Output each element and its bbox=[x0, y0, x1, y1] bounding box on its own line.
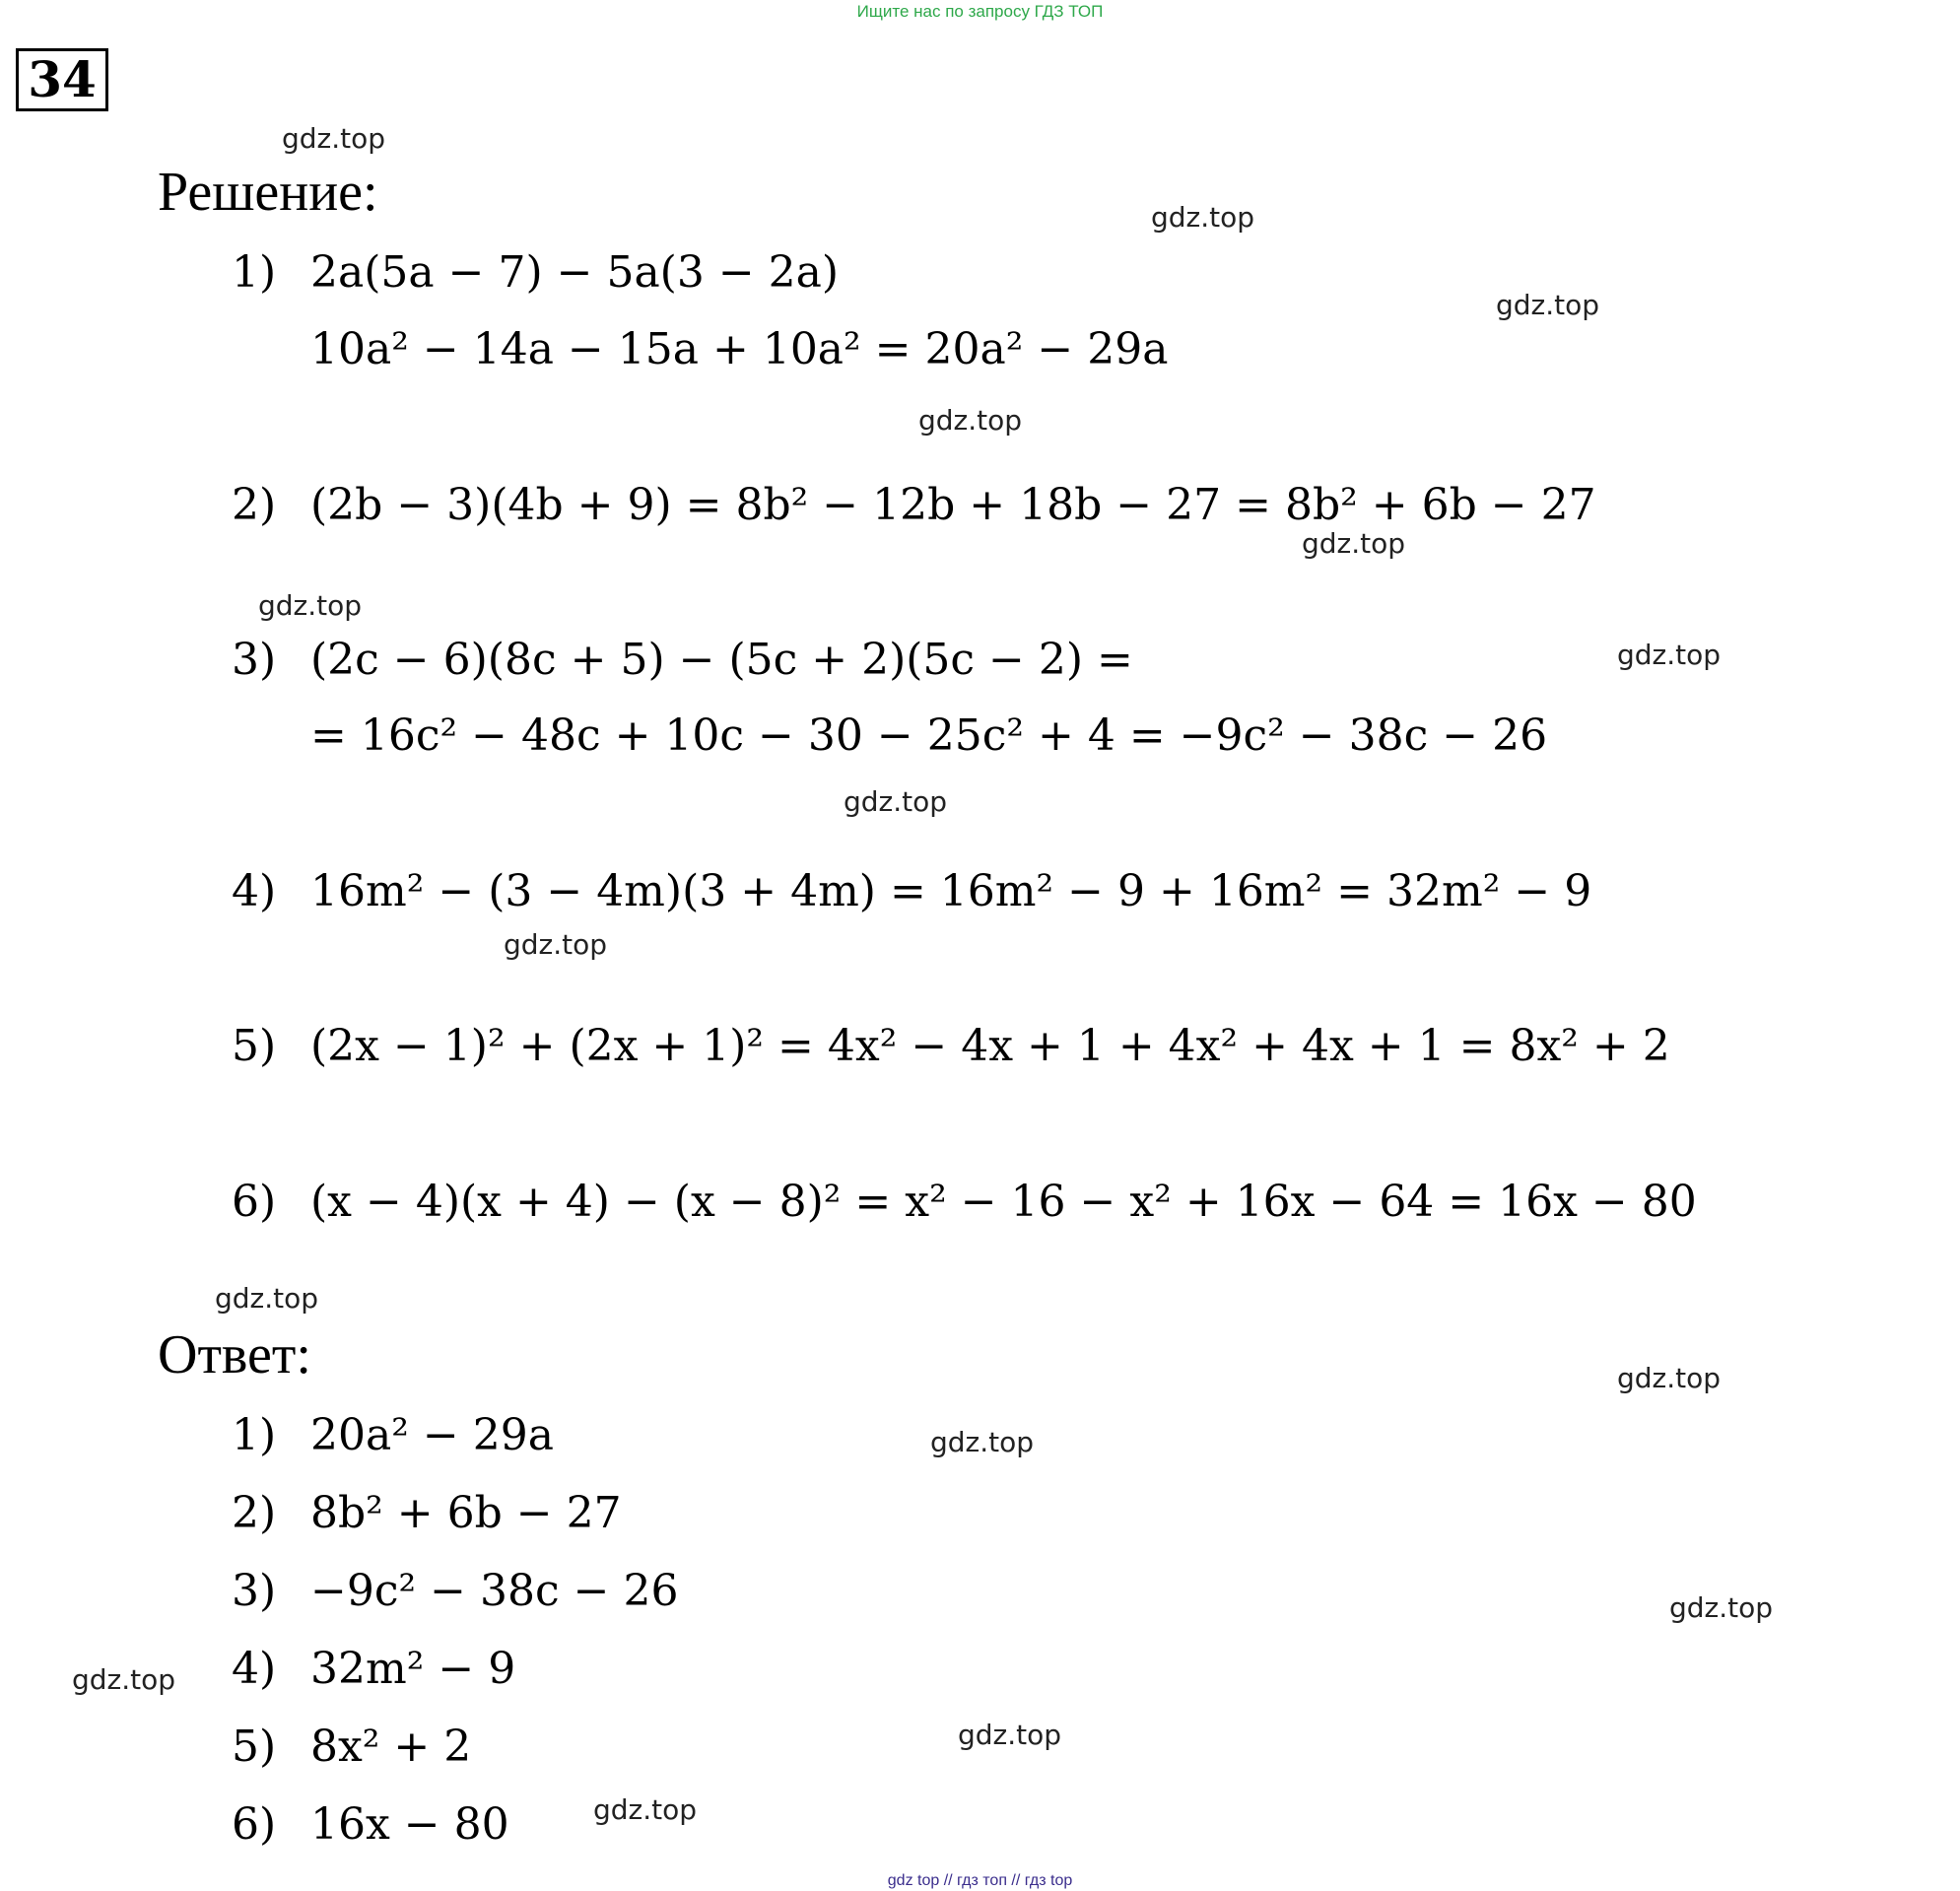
watermark: gdz.top bbox=[1617, 639, 1722, 671]
watermark: gdz.top bbox=[844, 785, 948, 818]
watermark: gdz.top bbox=[504, 928, 608, 961]
step-number: 3) bbox=[232, 635, 277, 685]
solution-step-1-line-2: 10a² − 14a − 15a + 10a² = 20a² − 29a bbox=[310, 324, 1169, 374]
answer-number: 6) bbox=[232, 1799, 277, 1850]
answer-expression: 20a² − 29a bbox=[310, 1410, 554, 1460]
answer-expression: −9c² − 38c − 26 bbox=[310, 1566, 679, 1616]
solution-step-5 bbox=[232, 1020, 1670, 1073]
answer-item-4 bbox=[232, 1643, 515, 1696]
step-expression: 2a(5a − 7) − 5a(3 − 2a) bbox=[310, 247, 840, 298]
answer-expression: 8x² + 2 bbox=[310, 1722, 472, 1772]
answer-heading: Ответ: bbox=[158, 1324, 311, 1385]
footer-links: gdz top // гдз топ // гдз top bbox=[887, 1872, 1073, 1889]
step-number: 2) bbox=[232, 480, 277, 530]
watermark: gdz.top bbox=[215, 1282, 319, 1315]
answer-number: 5) bbox=[232, 1722, 277, 1772]
solution-step-1-line-1 bbox=[232, 246, 839, 300]
solution-step-2 bbox=[232, 479, 1596, 532]
answer-item-2 bbox=[232, 1487, 622, 1540]
watermark: gdz.top bbox=[1302, 527, 1406, 560]
step-expression: (2c − 6)(8c + 5) − (5c + 2)(5c − 2) = bbox=[310, 635, 1133, 685]
step-expression: (x − 4)(x + 4) − (x − 8)² = x² − 16 − x² + 16x − 64 = 16x − 80 bbox=[310, 1177, 1697, 1227]
watermark: gdz.top bbox=[1617, 1362, 1722, 1394]
step-expression: (2b − 3)(4b + 9) = 8b² − 12b + 18b − 27 = 8b² + 6b − 27 bbox=[310, 480, 1596, 530]
solution-step-3-line-2: = 16c² − 48c + 10c − 30 − 25c² + 4 = −9c² − 38c − 26 bbox=[310, 710, 1548, 761]
solution-heading: Решение: bbox=[158, 162, 378, 223]
answer-number: 3) bbox=[232, 1566, 277, 1616]
answer-number: 1) bbox=[232, 1410, 277, 1460]
watermark: gdz.top bbox=[258, 589, 363, 622]
solution-step-4 bbox=[232, 865, 1591, 918]
answer-item-1 bbox=[232, 1409, 554, 1462]
watermark: gdz.top bbox=[958, 1719, 1062, 1751]
answer-number: 4) bbox=[232, 1644, 277, 1694]
answer-item-6 bbox=[232, 1798, 509, 1852]
step-number: 5) bbox=[232, 1021, 277, 1071]
step-number: 1) bbox=[232, 247, 277, 298]
problem-number-box: 34 bbox=[16, 48, 108, 111]
solution-step-3-line-1 bbox=[232, 634, 1133, 687]
step-expression: (2x − 1)² + (2x + 1)² = 4x² − 4x + 1 + 4x² + 4x + 1 = 8x² + 2 bbox=[310, 1021, 1670, 1071]
answer-expression: 16x − 80 bbox=[310, 1799, 509, 1850]
top-search-note: Ищите нас по запросу ГДЗ ТОП bbox=[856, 2, 1104, 21]
answer-expression: 8b² + 6b − 27 bbox=[310, 1488, 622, 1538]
watermark: gdz.top bbox=[930, 1426, 1035, 1458]
watermark: gdz.top bbox=[1151, 201, 1255, 234]
step-number: 6) bbox=[232, 1177, 277, 1227]
solution-step-6 bbox=[232, 1176, 1697, 1229]
step-number: 4) bbox=[232, 866, 277, 916]
watermark: gdz.top bbox=[593, 1793, 698, 1826]
watermark: gdz.top bbox=[1669, 1591, 1774, 1624]
answer-item-3 bbox=[232, 1565, 678, 1618]
watermark: gdz.top bbox=[282, 122, 386, 155]
answer-item-5 bbox=[232, 1721, 471, 1774]
watermark: gdz.top bbox=[72, 1663, 176, 1696]
answer-number: 2) bbox=[232, 1488, 277, 1538]
step-expression: 16m² − (3 − 4m)(3 + 4m) = 16m² − 9 + 16m² = 32m² − 9 bbox=[310, 866, 1592, 916]
answer-expression: 32m² − 9 bbox=[310, 1644, 516, 1694]
watermark: gdz.top bbox=[1496, 289, 1600, 321]
watermark: gdz.top bbox=[918, 404, 1023, 437]
